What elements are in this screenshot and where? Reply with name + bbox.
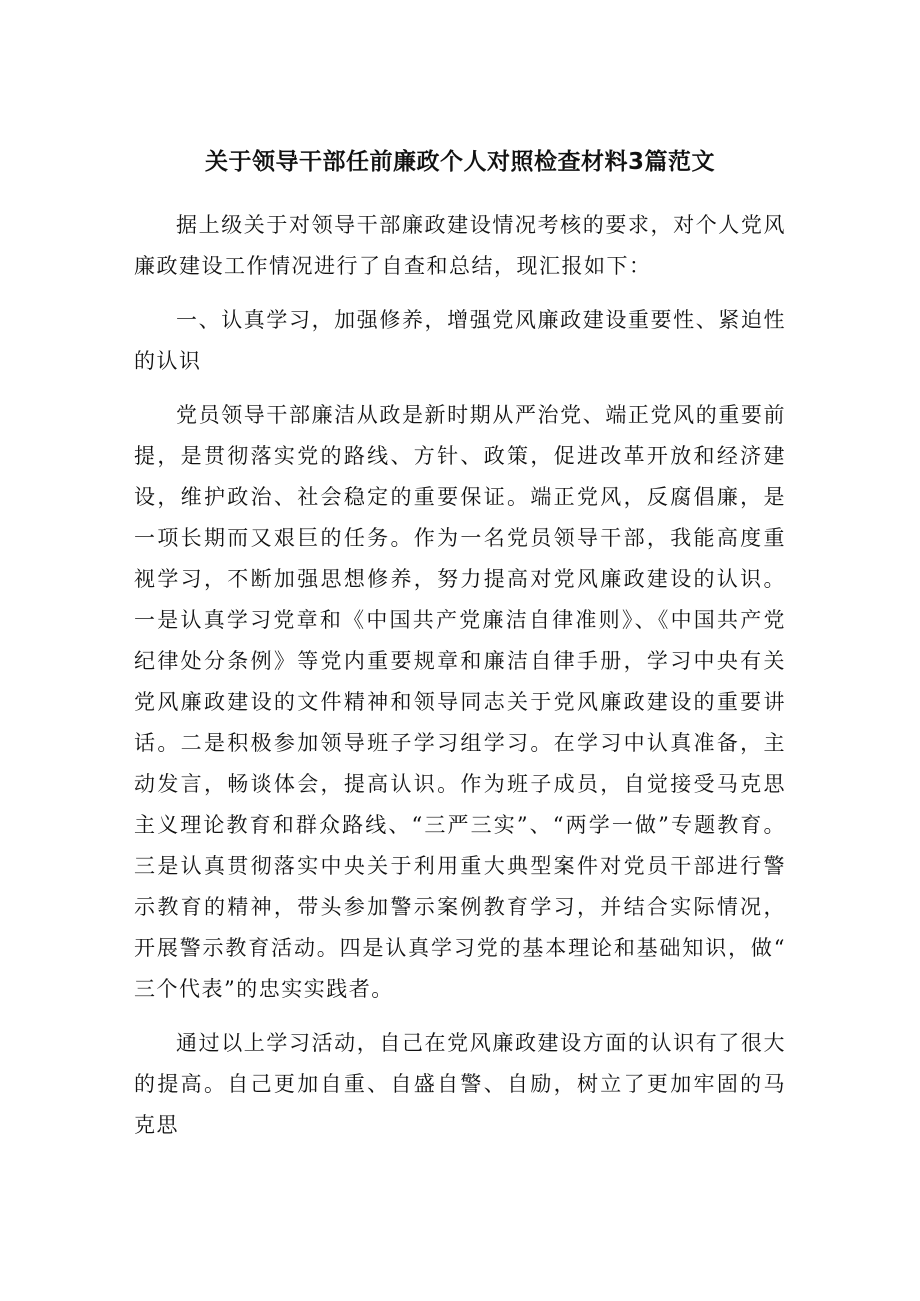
paragraph-intro: 据上级关于对领导干部廉政建设情况考核的要求，对个人党风廉政建设工作情况进行了自查和总结，现汇报如下： xyxy=(134,213,786,278)
document-body xyxy=(134,205,786,1146)
section-heading-1: 一、认真学习，加强修养，增强党风廉政建设重要性、紧迫性的认识 xyxy=(134,308,786,373)
paragraph-study-results: 通过以上学习活动，自己在党风廉政建设方面的认识有了很大的提高。自己更加自重、自盛自警、自励，树立了更加牢固的马克思 xyxy=(134,1031,786,1137)
paragraph-study-details: 党员领导干部廉洁从政是新时期从严治党、端正党风的重要前提，是贯彻落实党的路线、方针、政策，促进改革开放和经济建设，维护政治、社会稳定的重要保证。端正党风，反腐倡廉，是一项长期而又艰巨的任务。作为一名党员领导干部，我能高度重视学习，不断加强思想修养，努力提高对党风廉政建设的认识。一是认真学习党章和《中国共产党廉洁自律准则》、《中国共产党纪律处分条例》等党内重要规章和廉洁自律手册，学习中央有关党风廉政建设的文件精神和领导同志关于党风廉政建设的重要讲话。二是积极参加领导班子学习组学习。在学习中认真准备，主动发言，畅谈体会，提高认识。作为班子成员，自觉接受马克思主义理论教育和群众路线、“三严三实”、“两学一做”专题教育。三是认真贯彻落实中央关于利用重大典型案件对党员干部进行警示教育的精神，带头参加警示案例教育学习，并结合实际情况，开展警示教育活动。四是认真学习党的基本理论和基础知识，做“三个代表”的忠实实践者。 xyxy=(134,403,786,1001)
document-title: 关于领导干部任前廉政个人对照检查材料3篇范文 xyxy=(204,149,715,175)
